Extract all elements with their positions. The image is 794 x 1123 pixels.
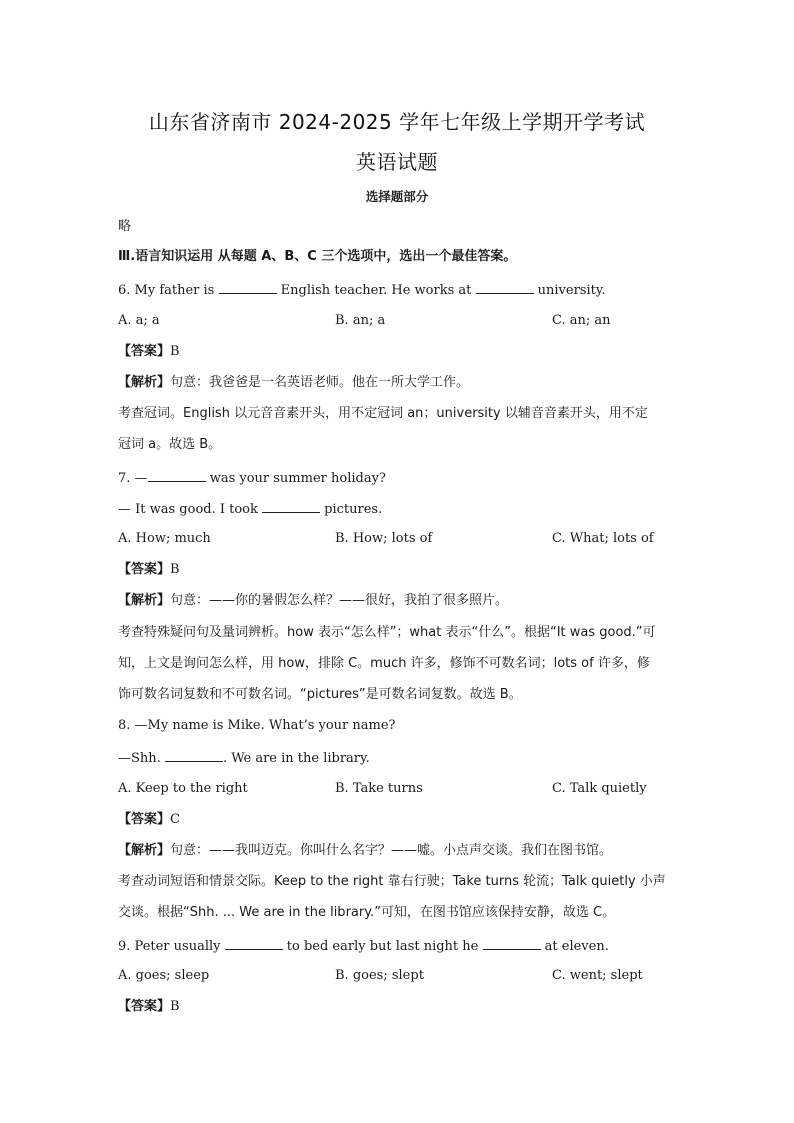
q7-analysis-4: 饰可数名词复数和不可数名词。“pictures”是可数名词复数。故选 B。 [118, 687, 522, 702]
q9-blank-2 [483, 937, 541, 950]
q9-answer-value: B [170, 999, 180, 1014]
q8-analysis-2: 考查动词短语和情景交际。Keep to the right 靠右行驶；Take turns 轮流；Talk quietly 小声 [118, 874, 666, 889]
q7-answer-tag: 【答案】 [118, 562, 171, 577]
q9-option-b: B. goes; slept [335, 968, 424, 983]
q9-answer-tag: 【答案】 [118, 999, 171, 1014]
q8-answer [118, 812, 180, 828]
q8-analysis-tag: 【解析】 [118, 843, 171, 858]
q8-analysis-1 [118, 843, 612, 859]
q9-option-a: A. goes; sleep [118, 968, 210, 983]
q7-analysis-text-1: 句意：——你的暑假怎么样？——很好，我拍了很多照片。 [170, 593, 509, 608]
q7-option-b: B. How; lots of [335, 531, 433, 546]
q7-option-a: A. How; much [118, 531, 211, 546]
q8-option-c: C. Talk quietly [552, 781, 647, 796]
q7-stem1-a: 7. — [118, 471, 148, 486]
q9-option-c: C. went; slept [552, 968, 643, 983]
q6-option-a: A. a; a [118, 313, 160, 328]
q6-stem-a: 6. My father is [118, 283, 215, 298]
question-9-stem [118, 937, 609, 955]
q6-blank-1 [219, 281, 277, 294]
q9-blank-1 [225, 937, 283, 950]
q6-analysis-tag: 【解析】 [118, 375, 171, 390]
q7-analysis-3: 知，上文是询问怎么样，用 how，排除 C。much 许多，修饰不可数名词；lots of 许多，修 [118, 656, 650, 671]
q9-stem-c: at eleven. [544, 939, 609, 954]
q7-answer-value: B [170, 562, 180, 577]
document-title-line2: 英语试题 [356, 150, 438, 174]
q7-blank-2 [262, 500, 320, 513]
q6-answer [118, 344, 180, 360]
q6-analysis-3: 冠词 a。故选 B。 [118, 437, 222, 452]
q7-stem1-b: was your summer holiday? [209, 471, 386, 486]
q9-stem-a: 9. Peter usually [118, 939, 221, 954]
q8-option-b: B. Take turns [335, 781, 423, 796]
q7-analysis-1 [118, 593, 508, 609]
q8-stem2-b: . We are in the library. [222, 751, 370, 766]
q7-answer [118, 562, 180, 578]
q8-analysis-text-1: 句意：——我叫迈克。你叫什么名字？——嘘。小点声交谈。我们在图书馆。 [170, 843, 613, 858]
q8-answer-value: C [170, 812, 180, 827]
q6-answer-tag: 【答案】 [118, 344, 171, 359]
q6-analysis-2: 考查冠词。English 以元音音素开头，用不定冠词 an；university 以辅音音素开头，用不定 [118, 406, 648, 421]
q7-analysis-2: 考查特殊疑问句及量词辨析。how 表示“怎么样”；what 表示“什么”。根据“It was good.”可 [118, 625, 656, 640]
q7-stem2-a: — It was good. I took [118, 502, 258, 517]
question-7-stem-1 [118, 469, 386, 487]
q8-analysis-3: 交谈。根据“Shh. ... We are in the library.”可知，在图书馆应该保持安静，故选 C。 [118, 905, 616, 920]
omitted-note: 略 [118, 219, 132, 234]
q6-stem-c: university. [537, 283, 606, 298]
q7-blank-1 [148, 469, 206, 482]
part-heading: Ⅲ.语言知识运用 从每题 A、B、C 三个选项中，选出一个最佳答案。 [118, 249, 517, 264]
q7-stem2-b: pictures. [324, 502, 383, 517]
q6-blank-2 [476, 281, 534, 294]
q9-stem-b: to bed early but last night he [286, 939, 479, 954]
q9-answer [118, 999, 180, 1015]
q6-analysis-text-1: 句意：我爸爸是一名英语老师。他在一所大学工作。 [170, 375, 470, 390]
q6-stem-b: English teacher. He works at [280, 283, 472, 298]
q7-analysis-tag: 【解析】 [118, 593, 171, 608]
question-6-stem [118, 281, 606, 299]
q8-answer-tag: 【答案】 [118, 812, 171, 827]
question-7-stem-2 [118, 500, 382, 518]
question-8-stem-2 [118, 749, 370, 767]
q6-analysis-1 [118, 375, 469, 391]
section-label: 选择题部分 [365, 189, 429, 204]
q6-option-b: B. an; a [335, 313, 386, 328]
q6-option-c: C. an; an [552, 313, 611, 328]
document-title-line1: 山东省济南市 2024-2025 学年七年级上学期开学考试 [148, 110, 646, 134]
question-8-stem-1: 8. —My name is Mike. What’s your name? [118, 718, 396, 733]
q8-stem2-a: —Shh. [118, 751, 161, 766]
q6-answer-value: B [170, 344, 180, 359]
q8-option-a: A. Keep to the right [118, 781, 248, 796]
q8-blank-1 [165, 749, 223, 762]
q7-option-c: C. What; lots of [552, 531, 654, 546]
